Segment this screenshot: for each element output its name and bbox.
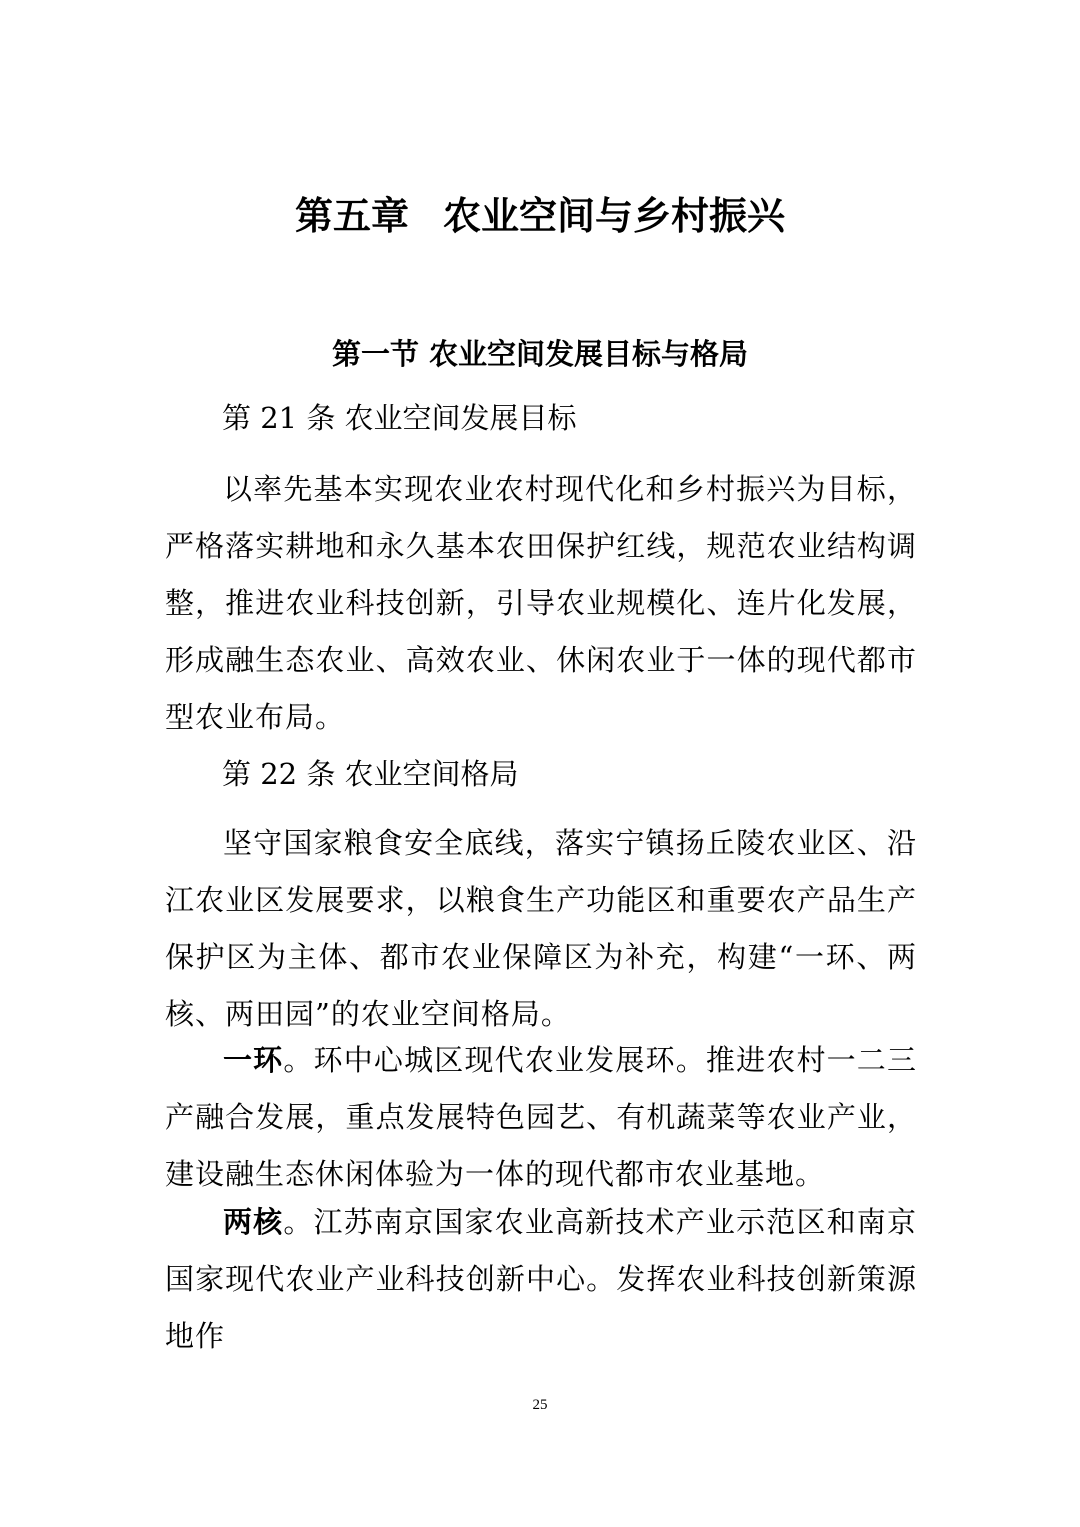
article-21-body: 以率先基本实现农业农村现代化和乡村振兴为目标，严格落实耕地和永久基本农田保护红线，规范农业结构调整，推进农业科技创新，引导农业规模化、连片化发展，形成融生态农业、高效农业、休闲农业于一体的现代都市型农业布局。 [165,472,917,734]
chapter-name: 农业空间与乡村振兴 [443,194,786,238]
chapter-title [0,188,1080,244]
cores-label: 两核 [223,1205,284,1239]
article-21-heading: 第 21 条 农业空间发展目标 [222,401,577,435]
ring-paragraph [165,1032,917,1203]
cores-paragraph [165,1194,917,1365]
section-title: 第一节 农业空间发展目标与格局 [331,337,749,371]
chapter-number: 第五章 [294,194,409,238]
ring-text: 。环中心城区现代农业发展环。推进农村一二三产融合发展，重点发展特色园艺、有机蔬菜等农业产业，建设融生态休闲体验为一体的现代都市农业基地。 [165,1043,917,1191]
cores-text: 。江苏南京国家农业高新技术产业示范区和南京国家现代农业产业科技创新中心。发挥农业科技创新策源地作 [165,1205,917,1353]
ring-label: 一环 [223,1043,284,1077]
article-22-body: 坚守国家粮食安全底线，落实宁镇扬丘陵农业区、沿江农业区发展要求，以粮食生产功能区和重要农产品生产保护区为主体、都市农业保障区为补充，构建“一环、两核、两田园”的农业空间格局。 [165,826,917,1031]
page-number: 25 [532,1397,548,1413]
article-22-heading: 第 22 条 农业空间格局 [222,757,519,791]
